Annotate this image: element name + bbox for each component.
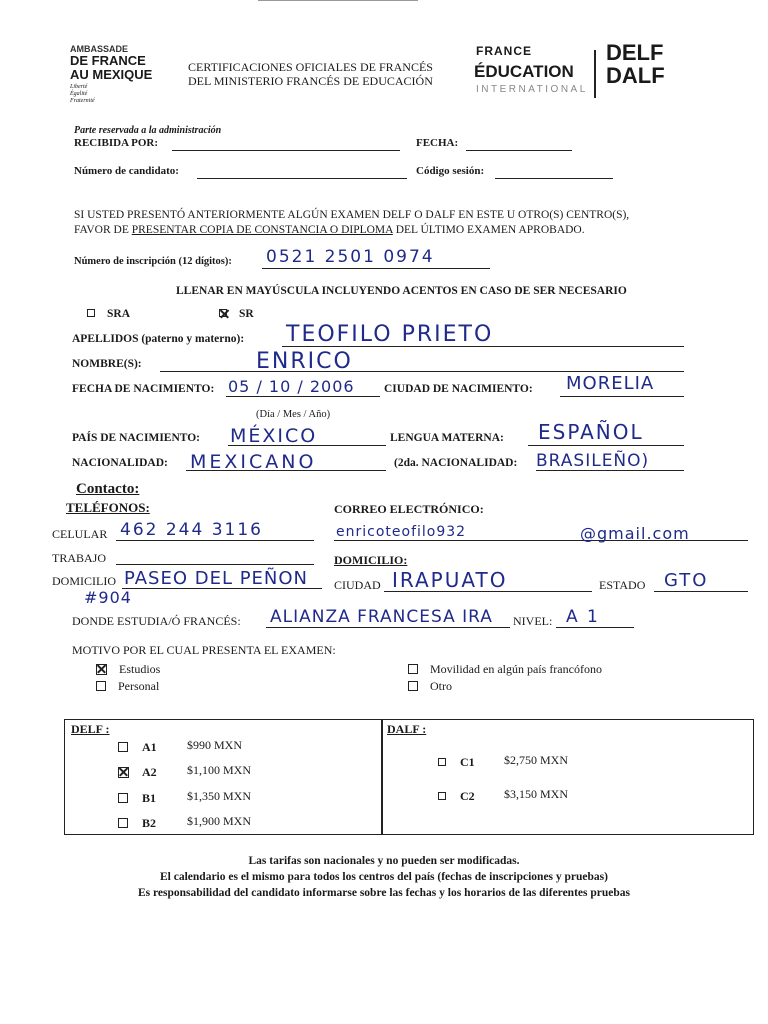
- estudio-value: ALIANZA FRANCESA IRA: [270, 607, 493, 627]
- paper-edge: [258, 0, 418, 1]
- delf-b1-checkbox[interactable]: [118, 793, 128, 803]
- cert-title-line1: CERTIFICACIONES OFICIALES DE FRANCÉS: [188, 60, 433, 74]
- delf-a1-price: $990 MXN: [187, 738, 243, 752]
- sr-checkbox-checked[interactable]: [219, 309, 227, 317]
- celular-label: CELULAR: [52, 527, 108, 541]
- lengua-label: LENGUA MATERNA:: [390, 432, 504, 444]
- delf-a1-checkbox[interactable]: [118, 742, 128, 752]
- celular-value: 462 244 3116: [120, 520, 263, 540]
- price-table-divider: [381, 720, 383, 834]
- correo-domain-value: @gmail.com: [580, 524, 690, 543]
- apellidos-label: APELLIDOS (paterno y materno):: [72, 333, 245, 345]
- fecha-admin-label: FECHA:: [416, 137, 459, 149]
- dalf-c1-checkbox[interactable]: [438, 758, 446, 766]
- delf-a2-checkbox-checked[interactable]: [118, 767, 129, 778]
- fecha-nac-value: 05 / 10 / 2006: [228, 377, 355, 396]
- sr-option[interactable]: [219, 304, 254, 322]
- movilidad-checkbox[interactable]: [408, 664, 418, 674]
- ciudad-nac-label: CIUDAD DE NACIMIENTO:: [384, 383, 533, 395]
- dalf-c2-price: $3,150 MXN: [504, 787, 569, 801]
- fecha-nac-field[interactable]: [226, 396, 380, 397]
- fe-logo-line3: INTERNATIONAL: [476, 84, 588, 95]
- recibida-label: RECIBIDA POR:: [74, 137, 159, 149]
- logo-divider: [594, 50, 596, 98]
- footer-line2: El calendario es el mismo para todos los centros del país (fechas de inscripciones y pruebas): [160, 871, 608, 883]
- ciudad-nac-field[interactable]: [560, 396, 684, 397]
- recibida-field[interactable]: [172, 150, 400, 151]
- domicilio-heading: DOMICILIO:: [334, 553, 408, 567]
- cert-title-line2: DEL MINISTERIO FRANCÉS DE EDUCACIÓN: [188, 74, 433, 88]
- estado-value: GTO: [664, 570, 709, 591]
- apellidos-value: TEOFILO PRIETO: [286, 322, 494, 347]
- admin-reserved-label: Parte reservada a la administración: [74, 125, 222, 136]
- delf-a2-price: $1,100 MXN: [187, 763, 252, 777]
- otro-checkbox[interactable]: [408, 681, 418, 691]
- sesion-field[interactable]: [495, 178, 613, 179]
- delf-b2-row[interactable]: [118, 814, 156, 832]
- domicilio-value: PASEO DEL PEÑON: [124, 568, 309, 589]
- estado-field[interactable]: [654, 591, 748, 592]
- nacionalidad-label: NACIONALIDAD:: [72, 457, 168, 469]
- telefonos-label: TELÉFONOS:: [66, 500, 150, 515]
- dalf-c1-row[interactable]: [438, 753, 475, 771]
- estudio-field[interactable]: [266, 627, 510, 628]
- embassy-line2: AU MEXIQUE: [70, 67, 153, 82]
- delf-b2-level: B2: [142, 816, 157, 830]
- fe-logo-line2: ÉDUCATION: [474, 62, 574, 81]
- inscripcion-value: 0521 2501 0974: [266, 247, 435, 267]
- personal-checkbox[interactable]: [96, 681, 106, 691]
- trabajo-field[interactable]: [116, 564, 314, 565]
- footer-line1: Las tarifas son nacionales y no pueden ser modificadas.: [248, 855, 520, 867]
- nombre-label: NOMBRE(S):: [72, 358, 142, 370]
- fe-logo-line1: FRANCE: [476, 44, 532, 58]
- delf-a2-row[interactable]: [118, 763, 157, 781]
- motivo-estudios-option[interactable]: [96, 660, 160, 678]
- nombre-value: ENRICO: [256, 349, 353, 374]
- nombre-field[interactable]: [160, 371, 684, 372]
- delf-b1-level: B1: [142, 791, 157, 805]
- lengua-field[interactable]: [528, 445, 684, 446]
- sra-option[interactable]: [87, 304, 130, 322]
- movilidad-label: Movilidad en algún país francófono: [430, 662, 602, 676]
- sesion-label: Código sesión:: [416, 165, 485, 177]
- delf-a1-level: A1: [142, 740, 157, 754]
- dalf-logo: DALF: [606, 63, 665, 88]
- sr-label: SR: [239, 308, 254, 320]
- dalf-c1-price: $2,750 MXN: [504, 753, 569, 767]
- lengua-value: ESPAÑOL: [538, 420, 644, 444]
- dalf-c2-level: C2: [460, 789, 475, 803]
- notice-line2: FAVOR DE PRESENTAR COPIA DE CONSTANCIA O DIPLOMA DEL ÚLTIMO EXAMEN APROBADO.: [74, 224, 585, 236]
- delf-b2-price: $1,900 MXN: [187, 814, 252, 828]
- estudios-label: Estudios: [119, 662, 161, 676]
- delf-logo: DELF: [606, 40, 664, 65]
- price-table: [64, 719, 754, 835]
- candidato-label: Número de candidato:: [74, 165, 179, 177]
- motivo-otro-option[interactable]: [408, 677, 452, 695]
- ciudad-value: IRAPUATO: [392, 568, 508, 592]
- nacionalidad2-label: (2da. NACIONALIDAD:: [394, 457, 518, 469]
- personal-label: Personal: [118, 679, 160, 693]
- dalf-title: DALF :: [387, 722, 427, 736]
- nacionalidad2-value: BRASILEÑO): [536, 451, 650, 471]
- motivo-personal-option[interactable]: [96, 677, 159, 695]
- footer-line3: Es responsabilidad del candidato informarse sobre las fechas y los horarios de las diferentes pruebas: [138, 887, 630, 899]
- domicilio-label: DOMICILIO: [52, 574, 116, 588]
- motivo-title: MOTIVO POR EL CUAL PRESENTA EL EXAMEN:: [72, 643, 336, 657]
- celular-field[interactable]: [116, 540, 314, 541]
- sra-label: SRA: [107, 308, 131, 320]
- inscripcion-label: Número de inscripción (12 dígitos):: [74, 256, 232, 267]
- dalf-c2-checkbox[interactable]: [438, 792, 446, 800]
- nivel-field[interactable]: [556, 627, 634, 628]
- estudio-label: DONDE ESTUDIA/Ó FRANCÉS:: [72, 614, 241, 628]
- estudios-checkbox-checked[interactable]: [96, 664, 107, 675]
- motto-liberte: Liberté: [70, 84, 88, 90]
- fecha-admin-field[interactable]: [466, 150, 572, 151]
- delf-a2-level: A2: [142, 765, 157, 779]
- motto-fraternite: Fraternité: [70, 98, 95, 104]
- delf-a1-row[interactable]: [118, 738, 157, 756]
- correo-user-value: enricoteofilo932: [336, 524, 467, 540]
- embassy-line1: DE FRANCE: [70, 53, 146, 68]
- delf-b2-checkbox[interactable]: [118, 818, 128, 828]
- sra-checkbox[interactable]: [87, 309, 95, 317]
- estado-label: ESTADO: [599, 578, 646, 592]
- motto-egalite: Égalité: [70, 91, 88, 97]
- pais-value: MÉXICO: [230, 425, 318, 447]
- notice-line1: SI USTED PRESENTÓ ANTERIORMENTE ALGÚN EXAMEN DELF O DALF EN ESTE U OTRO(S) CENTRO(S),: [74, 209, 630, 221]
- nacionalidad-value: MEXICANO: [190, 451, 317, 473]
- pais-label: PAÍS DE NACIMIENTO:: [72, 432, 201, 444]
- delf-b1-row[interactable]: [118, 789, 156, 807]
- dalf-c2-row[interactable]: [438, 787, 475, 805]
- nivel-value: A 1: [566, 607, 600, 627]
- ciudad-label: CIUDAD: [334, 578, 381, 592]
- instruction-text: LLENAR EN MAYÚSCULA INCLUYENDO ACENTOS EN CASO DE SER NECESARIO: [176, 285, 627, 297]
- embassy-top-text: AMBASSADE: [70, 44, 129, 54]
- domicilio-value-line2: #904: [84, 588, 132, 607]
- fecha-hint: (Día / Mes / Año): [256, 409, 331, 420]
- inscripcion-field[interactable]: [262, 268, 490, 269]
- dalf-c1-level: C1: [460, 755, 475, 769]
- delf-title: DELF :: [71, 722, 110, 736]
- motivo-movilidad-option[interactable]: [408, 660, 602, 678]
- correo-label: CORREO ELECTRÓNICO:: [334, 502, 484, 516]
- fecha-nac-label: FECHA DE NACIMIENTO:: [72, 383, 215, 395]
- otro-label: Otro: [430, 679, 452, 693]
- contacto-title: Contacto:: [76, 481, 140, 497]
- nivel-label: NIVEL:: [513, 614, 553, 628]
- delf-b1-price: $1,350 MXN: [187, 789, 252, 803]
- candidato-field[interactable]: [197, 178, 407, 179]
- trabajo-label: TRABAJO: [52, 551, 107, 565]
- ciudad-nac-value: MORELIA: [566, 373, 655, 394]
